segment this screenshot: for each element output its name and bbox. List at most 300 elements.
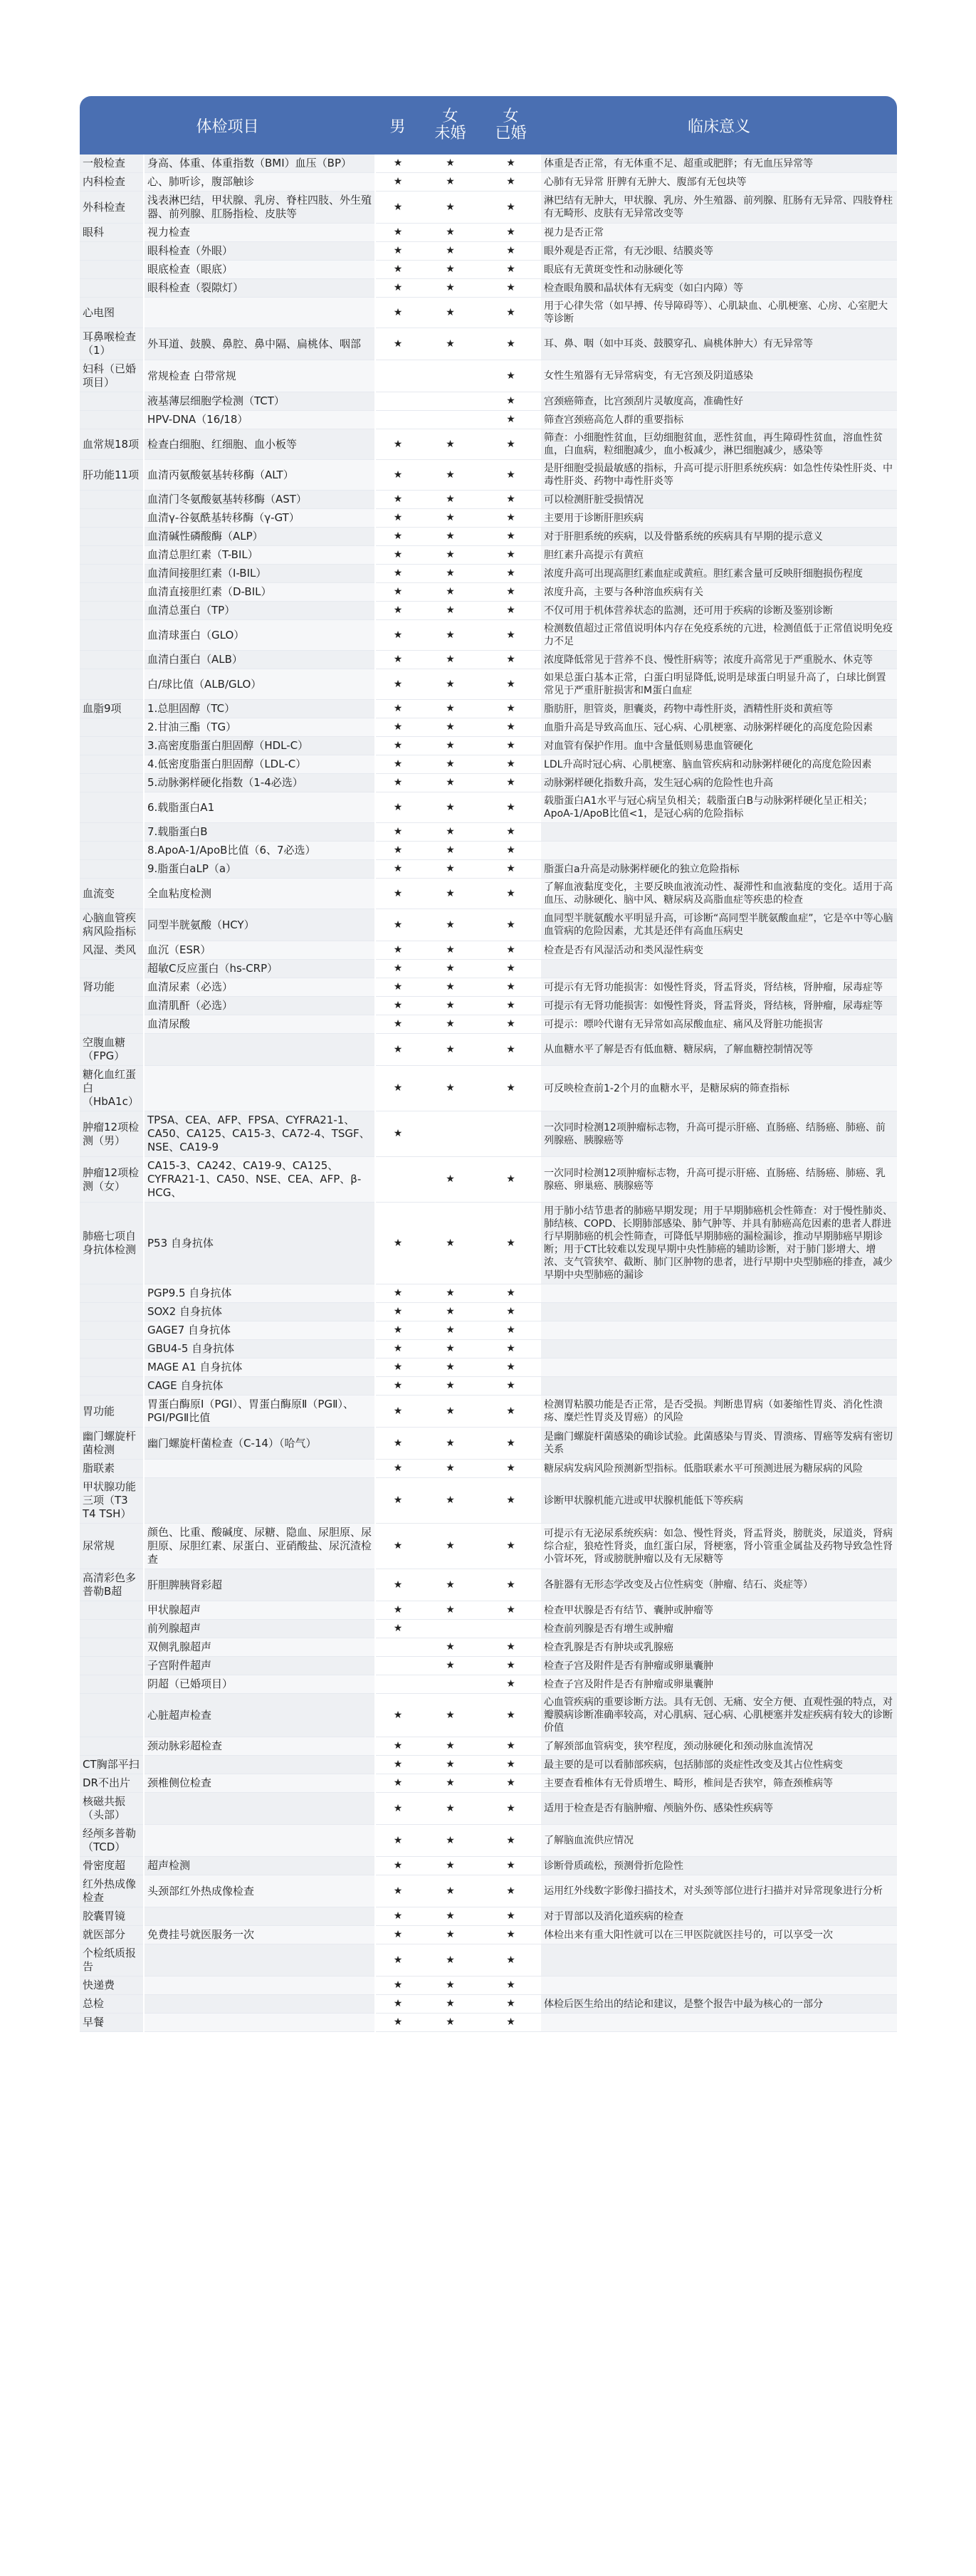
male-mark xyxy=(375,1157,420,1203)
significance-cell: 动脉粥样硬化指数升高，发生冠心病的危险性也升高 xyxy=(541,774,897,792)
female-married-mark: ★ xyxy=(481,1875,541,1907)
female-unmarried-mark: ★ xyxy=(420,1907,481,1926)
female-married-mark: ★ xyxy=(481,411,541,429)
item-cell: 5.动脉粥样硬化指数（1-4必选） xyxy=(144,774,375,792)
category-cell: 糖化血红蛋白（HbA1c） xyxy=(80,1066,144,1111)
header-female-unmarried: 女 未婚 xyxy=(420,96,481,155)
male-mark: ★ xyxy=(375,1907,420,1926)
male-mark: ★ xyxy=(375,1756,420,1774)
female-married-mark: ★ xyxy=(481,1825,541,1857)
category-cell xyxy=(80,509,144,528)
header-male: 男 xyxy=(375,96,420,155)
female-unmarried-mark: ★ xyxy=(420,823,481,842)
female-married-mark: ★ xyxy=(481,1015,541,1034)
female-married-mark: ★ xyxy=(481,1995,541,2014)
item-cell: 胃蛋白酶原Ⅰ（PGⅠ）、胃蛋白酶原Ⅱ（PGⅡ）、PGⅠ/PGⅡ比值 xyxy=(144,1396,375,1428)
male-mark: ★ xyxy=(375,941,420,960)
male-mark: ★ xyxy=(375,1737,420,1756)
male-mark: ★ xyxy=(375,1601,420,1620)
item-cell: 9.脂蛋白aLP（a） xyxy=(144,860,375,879)
female-married-mark: ★ xyxy=(481,1601,541,1620)
female-unmarried-mark: ★ xyxy=(420,1737,481,1756)
category-cell: 就医部分 xyxy=(80,1926,144,1944)
female-married-mark: ★ xyxy=(481,774,541,792)
table-row xyxy=(80,978,897,997)
category-cell: 红外热成像检查 xyxy=(80,1875,144,1907)
item-cell: 常规检查 白带常规 xyxy=(144,360,375,392)
item-cell xyxy=(144,1944,375,1976)
item-cell: 眼科检查（外眼） xyxy=(144,242,375,261)
header-significance: 临床意义 xyxy=(541,96,897,155)
item-cell: 前列腺超声 xyxy=(144,1620,375,1638)
category-cell: 尿常规 xyxy=(80,1524,144,1569)
category-cell: 经颅多普勒（TCD） xyxy=(80,1825,144,1857)
significance-cell: 对血管有保护作用。血中含量低则易患血管硬化 xyxy=(541,737,897,755)
significance-cell: 可提示：嘌呤代谢有无异常如高尿酸血症、痛风及肾脏功能损害 xyxy=(541,1015,897,1034)
female-unmarried-mark: ★ xyxy=(420,774,481,792)
female-married-mark: ★ xyxy=(481,718,541,737)
female-married-mark: ★ xyxy=(481,2014,541,2032)
category-cell xyxy=(80,1340,144,1358)
category-cell: CT胸部平扫 xyxy=(80,1756,144,1774)
category-cell xyxy=(80,755,144,774)
item-cell: 血清总胆红素（T-BIL） xyxy=(144,546,375,565)
female-married-mark: ★ xyxy=(481,1737,541,1756)
item-cell: 血清γ-谷氨酰基转移酶（γ-GT） xyxy=(144,509,375,528)
male-mark xyxy=(375,392,420,411)
category-cell: 肝功能11项 xyxy=(80,460,144,491)
significance-cell: 了解颈部血管病变，狭窄程度，颈动脉硬化和颈动脉血流情况 xyxy=(541,1737,897,1756)
male-mark: ★ xyxy=(375,1015,420,1034)
item-cell xyxy=(144,2014,375,2032)
item-cell: 外耳道、鼓膜、鼻腔、鼻中隔、扁桃体、咽部 xyxy=(144,328,375,360)
female-married-mark: ★ xyxy=(481,1396,541,1428)
male-mark: ★ xyxy=(375,1428,420,1460)
female-married-mark: ★ xyxy=(481,860,541,879)
female-married-mark: ★ xyxy=(481,528,541,546)
significance-cell: 可提示有无泌尿系统疾病：如急、慢性肾炎，肾盂肾炎，膀胱炎，尿道炎，肾病综合症，狼疮性肾炎，血红蛋白尿，肾梗塞，肾小管重金属盐及药物导致急性肾小管坏死，肾或膀胱肿瘤以及有无尿糖等 xyxy=(541,1524,897,1569)
table-row xyxy=(80,1524,897,1569)
male-mark: ★ xyxy=(375,1358,420,1377)
female-married-mark: ★ xyxy=(481,1793,541,1825)
female-married-mark: ★ xyxy=(481,1657,541,1675)
table-row xyxy=(80,842,897,860)
significance-cell: 检查甲状腺是否有结节、囊肿或肿瘤等 xyxy=(541,1601,897,1620)
male-mark: ★ xyxy=(375,620,420,651)
female-unmarried-mark: ★ xyxy=(420,509,481,528)
female-married-mark: ★ xyxy=(481,1524,541,1569)
male-mark: ★ xyxy=(375,1203,420,1284)
category-cell xyxy=(80,651,144,669)
category-cell xyxy=(80,261,144,279)
table-row xyxy=(80,1478,897,1524)
female-unmarried-mark: ★ xyxy=(420,718,481,737)
female-married-mark: ★ xyxy=(481,429,541,460)
significance-cell: 女性生殖器有无异常病变，有无宫颈及阴道感染 xyxy=(541,360,897,392)
female-married-mark: ★ xyxy=(481,1907,541,1926)
item-cell: 血清门冬氨酸氨基转移酶（AST） xyxy=(144,491,375,509)
significance-cell xyxy=(541,842,897,860)
significance-cell: 可提示有无肾功能损害：如慢性肾炎，肾盂肾炎，肾结核，肾肿瘤，尿毒症等 xyxy=(541,978,897,997)
female-unmarried-mark: ★ xyxy=(420,1284,481,1303)
female-married-mark: ★ xyxy=(481,1340,541,1358)
category-cell xyxy=(80,1303,144,1321)
female-unmarried-mark: ★ xyxy=(420,1478,481,1524)
female-unmarried-mark: ★ xyxy=(420,546,481,565)
table-row xyxy=(80,1857,897,1875)
male-mark: ★ xyxy=(375,774,420,792)
significance-cell: 浓度降低常见于营养不良、慢性肝病等；浓度升高常见于严重脱水、休克等 xyxy=(541,651,897,669)
table-row xyxy=(80,1601,897,1620)
female-unmarried-mark: ★ xyxy=(420,755,481,774)
item-cell xyxy=(144,1034,375,1066)
male-mark: ★ xyxy=(375,602,420,620)
table-row xyxy=(80,546,897,565)
item-cell: 血清直接胆红素（D-BIL） xyxy=(144,583,375,602)
item-cell: 甲状腺超声 xyxy=(144,1601,375,1620)
male-mark: ★ xyxy=(375,173,420,192)
female-unmarried-mark: ★ xyxy=(420,1034,481,1066)
category-cell xyxy=(80,842,144,860)
female-married-mark: ★ xyxy=(481,737,541,755)
significance-cell xyxy=(541,1377,897,1396)
female-unmarried-mark: ★ xyxy=(420,1694,481,1737)
female-married-mark: ★ xyxy=(481,155,541,173)
item-cell: 心、肺听诊，腹部触诊 xyxy=(144,173,375,192)
male-mark: ★ xyxy=(375,1377,420,1396)
category-cell xyxy=(80,1015,144,1034)
male-mark: ★ xyxy=(375,1825,420,1857)
category-cell: 肿瘤12项检测（男） xyxy=(80,1111,144,1157)
table-row xyxy=(80,1926,897,1944)
table-row xyxy=(80,509,897,528)
female-married-mark xyxy=(481,1111,541,1157)
male-mark: ★ xyxy=(375,842,420,860)
female-married-mark: ★ xyxy=(481,261,541,279)
category-cell: DR不出片 xyxy=(80,1774,144,1793)
significance-cell: 体检后医生给出的结论和建议，是整个报告中最为核心的一部分 xyxy=(541,1995,897,2014)
item-cell: MAGE A1 自身抗体 xyxy=(144,1358,375,1377)
female-unmarried-mark: ★ xyxy=(420,1774,481,1793)
female-unmarried-mark: ★ xyxy=(420,879,481,909)
item-cell xyxy=(144,1460,375,1478)
table-row xyxy=(80,879,897,909)
table-row xyxy=(80,774,897,792)
female-unmarried-mark: ★ xyxy=(420,1358,481,1377)
significance-cell: 筛查：小细胞性贫血，巨幼细胞贫血，恶性贫血，再生障碍性贫血，溶血性贫血，白血病，粒细胞减少，血小板减少，淋巴细胞减少，感染等 xyxy=(541,429,897,460)
female-married-mark: ★ xyxy=(481,651,541,669)
table-row xyxy=(80,941,897,960)
female-unmarried-mark: ★ xyxy=(420,261,481,279)
item-cell: 颜色、比重、酸碱度、尿糖、隐血、尿胆原、尿胆原、尿胆红素、尿蛋白、亚硝酸盐、尿沉渣检查 xyxy=(144,1524,375,1569)
significance-cell: 胆红素升高提示有黄疸 xyxy=(541,546,897,565)
category-cell: 内科检查 xyxy=(80,173,144,192)
female-married-mark: ★ xyxy=(481,279,541,298)
female-married-mark: ★ xyxy=(481,392,541,411)
table-row xyxy=(80,1774,897,1793)
male-mark: ★ xyxy=(375,1774,420,1793)
item-cell xyxy=(144,1995,375,2014)
category-cell: 胃功能 xyxy=(80,1396,144,1428)
category-cell: 血常规18项 xyxy=(80,429,144,460)
category-cell xyxy=(80,1620,144,1638)
category-cell xyxy=(80,1675,144,1694)
table-row xyxy=(80,1825,897,1857)
checkup-table-container xyxy=(80,96,897,2032)
significance-cell: 运用红外线数字影像扫描技术，对头颈等部位进行扫描并对异常现象进行分析 xyxy=(541,1875,897,1907)
table-row xyxy=(80,411,897,429)
table-row xyxy=(80,1340,897,1358)
male-mark: ★ xyxy=(375,1478,420,1524)
table-row xyxy=(80,1396,897,1428)
female-unmarried-mark: ★ xyxy=(420,298,481,328)
female-unmarried-mark: ★ xyxy=(420,224,481,242)
category-cell xyxy=(80,669,144,700)
significance-cell: 适用于检查是否有脑肿瘤、颅脑外伤、感染性疾病等 xyxy=(541,1793,897,1825)
female-unmarried-mark: ★ xyxy=(420,1657,481,1675)
category-cell xyxy=(80,1377,144,1396)
item-cell: CA15-3、CA242、CA19-9、CA125、CYFRA21-1、CA50、NSE、CEA、AFP、β-HCG、 xyxy=(144,1157,375,1203)
female-unmarried-mark: ★ xyxy=(420,620,481,651)
male-mark: ★ xyxy=(375,155,420,173)
significance-cell: 糖尿病发病风险预测新型指标。低脂联素水平可预测进展为糖尿病的风险 xyxy=(541,1460,897,1478)
female-unmarried-mark: ★ xyxy=(420,1926,481,1944)
female-unmarried-mark: ★ xyxy=(420,1944,481,1976)
significance-cell xyxy=(541,1944,897,1976)
female-married-mark: ★ xyxy=(481,941,541,960)
item-cell: 液基薄层细胞学检测（TCT） xyxy=(144,392,375,411)
female-married-mark: ★ xyxy=(481,1284,541,1303)
female-married-mark: ★ xyxy=(481,755,541,774)
female-unmarried-mark: ★ xyxy=(420,1066,481,1111)
male-mark xyxy=(375,1657,420,1675)
item-cell xyxy=(144,1793,375,1825)
female-unmarried-mark: ★ xyxy=(420,155,481,173)
male-mark: ★ xyxy=(375,279,420,298)
significance-cell: 筛查宫颈癌高危人群的重要指标 xyxy=(541,411,897,429)
male-mark: ★ xyxy=(375,997,420,1015)
male-mark xyxy=(375,1638,420,1657)
table-row xyxy=(80,1657,897,1675)
category-cell xyxy=(80,528,144,546)
item-cell: 眼底检查（眼底） xyxy=(144,261,375,279)
significance-cell: 各脏器有无形态学改变及占位性病变（肿瘤、结石、炎症等） xyxy=(541,1569,897,1601)
table-row xyxy=(80,2014,897,2032)
female-unmarried-mark: ★ xyxy=(420,429,481,460)
table-row xyxy=(80,1620,897,1638)
item-cell: 血清尿素（必选） xyxy=(144,978,375,997)
female-unmarried-mark: ★ xyxy=(420,1340,481,1358)
item-cell: P53 自身抗体 xyxy=(144,1203,375,1284)
significance-cell: 诊断甲状腺机能亢进或甲状腺机能低下等疾病 xyxy=(541,1478,897,1524)
female-married-mark: ★ xyxy=(481,460,541,491)
female-married-mark: ★ xyxy=(481,491,541,509)
category-cell: 快递费 xyxy=(80,1976,144,1995)
female-married-mark: ★ xyxy=(481,1756,541,1774)
checkup-table xyxy=(80,96,897,2032)
table-row xyxy=(80,298,897,328)
female-married-mark: ★ xyxy=(481,1638,541,1657)
table-row xyxy=(80,1428,897,1460)
item-cell: HPV-DNA（16/18） xyxy=(144,411,375,429)
male-mark: ★ xyxy=(375,755,420,774)
female-unmarried-mark: ★ xyxy=(420,460,481,491)
table-row xyxy=(80,1203,897,1284)
significance-cell: 检测数值超过正常值说明体内存在免疫系统的亢进，检测值低于正常值说明免疫力不足 xyxy=(541,620,897,651)
table-header xyxy=(80,96,897,155)
female-unmarried-mark xyxy=(420,1675,481,1694)
table-row xyxy=(80,602,897,620)
male-mark: ★ xyxy=(375,328,420,360)
male-mark: ★ xyxy=(375,792,420,823)
item-cell: 颈动脉彩超检查 xyxy=(144,1737,375,1756)
female-unmarried-mark: ★ xyxy=(420,960,481,978)
item-cell xyxy=(144,1478,375,1524)
item-cell: GAGE7 自身抗体 xyxy=(144,1321,375,1340)
table-row xyxy=(80,1875,897,1907)
item-cell: 超敏C反应蛋白（hs-CRP） xyxy=(144,960,375,978)
item-cell: 子宫附件超声 xyxy=(144,1657,375,1675)
category-cell: 血脂9项 xyxy=(80,700,144,718)
item-cell: 2.甘油三酯（TG） xyxy=(144,718,375,737)
male-mark: ★ xyxy=(375,1321,420,1340)
female-unmarried-mark: ★ xyxy=(420,1857,481,1875)
category-cell xyxy=(80,1358,144,1377)
table-row xyxy=(80,1284,897,1303)
category-cell: 一般检查 xyxy=(80,155,144,173)
significance-cell: 主要用于诊断肝胆疾病 xyxy=(541,509,897,528)
female-married-mark: ★ xyxy=(481,583,541,602)
table-row xyxy=(80,792,897,823)
category-cell: 肿瘤12项检测（女） xyxy=(80,1157,144,1203)
female-married-mark: ★ xyxy=(481,669,541,700)
significance-cell: 一次同时检测12项肿瘤标志物，升高可提示肝癌、直肠癌、结肠癌、肺癌、前列腺癌、胰腺癌等 xyxy=(541,1111,897,1157)
significance-cell: 耳、鼻、咽（如中耳炎、鼓膜穿孔、扁桃体肿大）有无异常等 xyxy=(541,328,897,360)
table-row xyxy=(80,960,897,978)
female-unmarried-mark: ★ xyxy=(420,842,481,860)
item-cell xyxy=(144,298,375,328)
category-cell: 血流变 xyxy=(80,879,144,909)
female-married-mark: ★ xyxy=(481,1203,541,1284)
female-married-mark: ★ xyxy=(481,565,541,583)
male-mark: ★ xyxy=(375,909,420,941)
male-mark: ★ xyxy=(375,1694,420,1737)
category-cell xyxy=(80,774,144,792)
female-unmarried-mark: ★ xyxy=(420,1793,481,1825)
male-mark: ★ xyxy=(375,669,420,700)
item-cell: 双侧乳腺超声 xyxy=(144,1638,375,1657)
male-mark: ★ xyxy=(375,1944,420,1976)
category-cell: 妇科（已婚项目） xyxy=(80,360,144,392)
significance-cell: 不仅可用于机体营养状态的监测，还可用于疾病的诊断及鉴别诊断 xyxy=(541,602,897,620)
significance-cell: 眼底有无黄斑变性和动脉硬化等 xyxy=(541,261,897,279)
male-mark: ★ xyxy=(375,429,420,460)
female-married-mark: ★ xyxy=(481,960,541,978)
female-unmarried-mark: ★ xyxy=(420,328,481,360)
significance-cell: 用于心律失常（如早搏、传导障碍等）、心肌缺血、心肌梗塞、心房、心室肥大等诊断 xyxy=(541,298,897,328)
item-cell: 血清白蛋白（ALB） xyxy=(144,651,375,669)
table-row xyxy=(80,192,897,224)
category-cell: 早餐 xyxy=(80,2014,144,2032)
category-cell xyxy=(80,718,144,737)
significance-cell: 浓度升高可出现高胆红素血症或黄疸。胆红素含量可反映肝细胞损伤程度 xyxy=(541,565,897,583)
female-unmarried-mark: ★ xyxy=(420,997,481,1015)
female-married-mark: ★ xyxy=(481,997,541,1015)
female-married-mark: ★ xyxy=(481,1478,541,1524)
male-mark: ★ xyxy=(375,1066,420,1111)
female-unmarried-mark: ★ xyxy=(420,1303,481,1321)
female-married-mark: ★ xyxy=(481,1157,541,1203)
female-unmarried-mark: ★ xyxy=(420,1396,481,1428)
female-unmarried-mark: ★ xyxy=(420,1756,481,1774)
category-cell xyxy=(80,1694,144,1737)
item-cell: 幽门螺旋杆菌检查（C-14）（哈气） xyxy=(144,1428,375,1460)
female-unmarried-mark: ★ xyxy=(420,1428,481,1460)
item-cell: 全血粘度检测 xyxy=(144,879,375,909)
table-row xyxy=(80,1460,897,1478)
significance-cell xyxy=(541,1340,897,1358)
male-mark: ★ xyxy=(375,546,420,565)
female-unmarried-mark: ★ xyxy=(420,1377,481,1396)
item-cell: GBU4-5 自身抗体 xyxy=(144,1340,375,1358)
category-cell xyxy=(80,1321,144,1340)
item-cell: 血清肌酐（必选） xyxy=(144,997,375,1015)
female-unmarried-mark: ★ xyxy=(420,978,481,997)
female-unmarried-mark: ★ xyxy=(420,491,481,509)
significance-cell: 载脂蛋白A1水平与冠心病呈负相关；载脂蛋白B与动脉粥样硬化呈正相关；ApoA-1/ApoB比值<1，是冠心病的危险指标 xyxy=(541,792,897,823)
male-mark: ★ xyxy=(375,1111,420,1157)
table-row xyxy=(80,528,897,546)
male-mark: ★ xyxy=(375,224,420,242)
female-married-mark: ★ xyxy=(481,978,541,997)
table-row xyxy=(80,997,897,1015)
item-cell: PGP9.5 自身抗体 xyxy=(144,1284,375,1303)
female-married-mark: ★ xyxy=(481,328,541,360)
female-unmarried-mark: ★ xyxy=(420,1321,481,1340)
table-row xyxy=(80,1111,897,1157)
table-row xyxy=(80,1358,897,1377)
significance-cell: 浓度升高，主要与各种溶血疾病有关 xyxy=(541,583,897,602)
category-cell xyxy=(80,860,144,879)
significance-cell: 心肺有无异常 肝脾有无肿大、腹部有无包块等 xyxy=(541,173,897,192)
item-cell: 1.总胆固醇（TC） xyxy=(144,700,375,718)
female-married-mark: ★ xyxy=(481,1303,541,1321)
table-row xyxy=(80,279,897,298)
table-row xyxy=(80,1756,897,1774)
table-row xyxy=(80,1015,897,1034)
female-married-mark: ★ xyxy=(481,879,541,909)
female-married-mark: ★ xyxy=(481,909,541,941)
table-row xyxy=(80,261,897,279)
table-row xyxy=(80,860,897,879)
male-mark: ★ xyxy=(375,737,420,755)
item-cell: 3.高密度脂蛋白胆固醇（HDL-C） xyxy=(144,737,375,755)
table-row xyxy=(80,224,897,242)
table-row xyxy=(80,328,897,360)
item-cell: CAGE 自身抗体 xyxy=(144,1377,375,1396)
significance-cell: 检查子宫及附件是否有肿瘤或卵巢囊肿 xyxy=(541,1657,897,1675)
item-cell: 血清间接胆红素（I-BIL） xyxy=(144,565,375,583)
category-cell: 高清彩色多普勒B超 xyxy=(80,1569,144,1601)
male-mark: ★ xyxy=(375,879,420,909)
male-mark: ★ xyxy=(375,1793,420,1825)
female-married-mark: ★ xyxy=(481,1066,541,1111)
item-cell: 血清尿酸 xyxy=(144,1015,375,1034)
significance-cell xyxy=(541,1321,897,1340)
table-body xyxy=(80,155,897,2032)
significance-cell: 是肝细胞受损最敏感的指标，升高可提示肝胆系统疾病：如急性传染性肝炎、中毒性肝炎、药物中毒性肝炎等 xyxy=(541,460,897,491)
table-row xyxy=(80,823,897,842)
